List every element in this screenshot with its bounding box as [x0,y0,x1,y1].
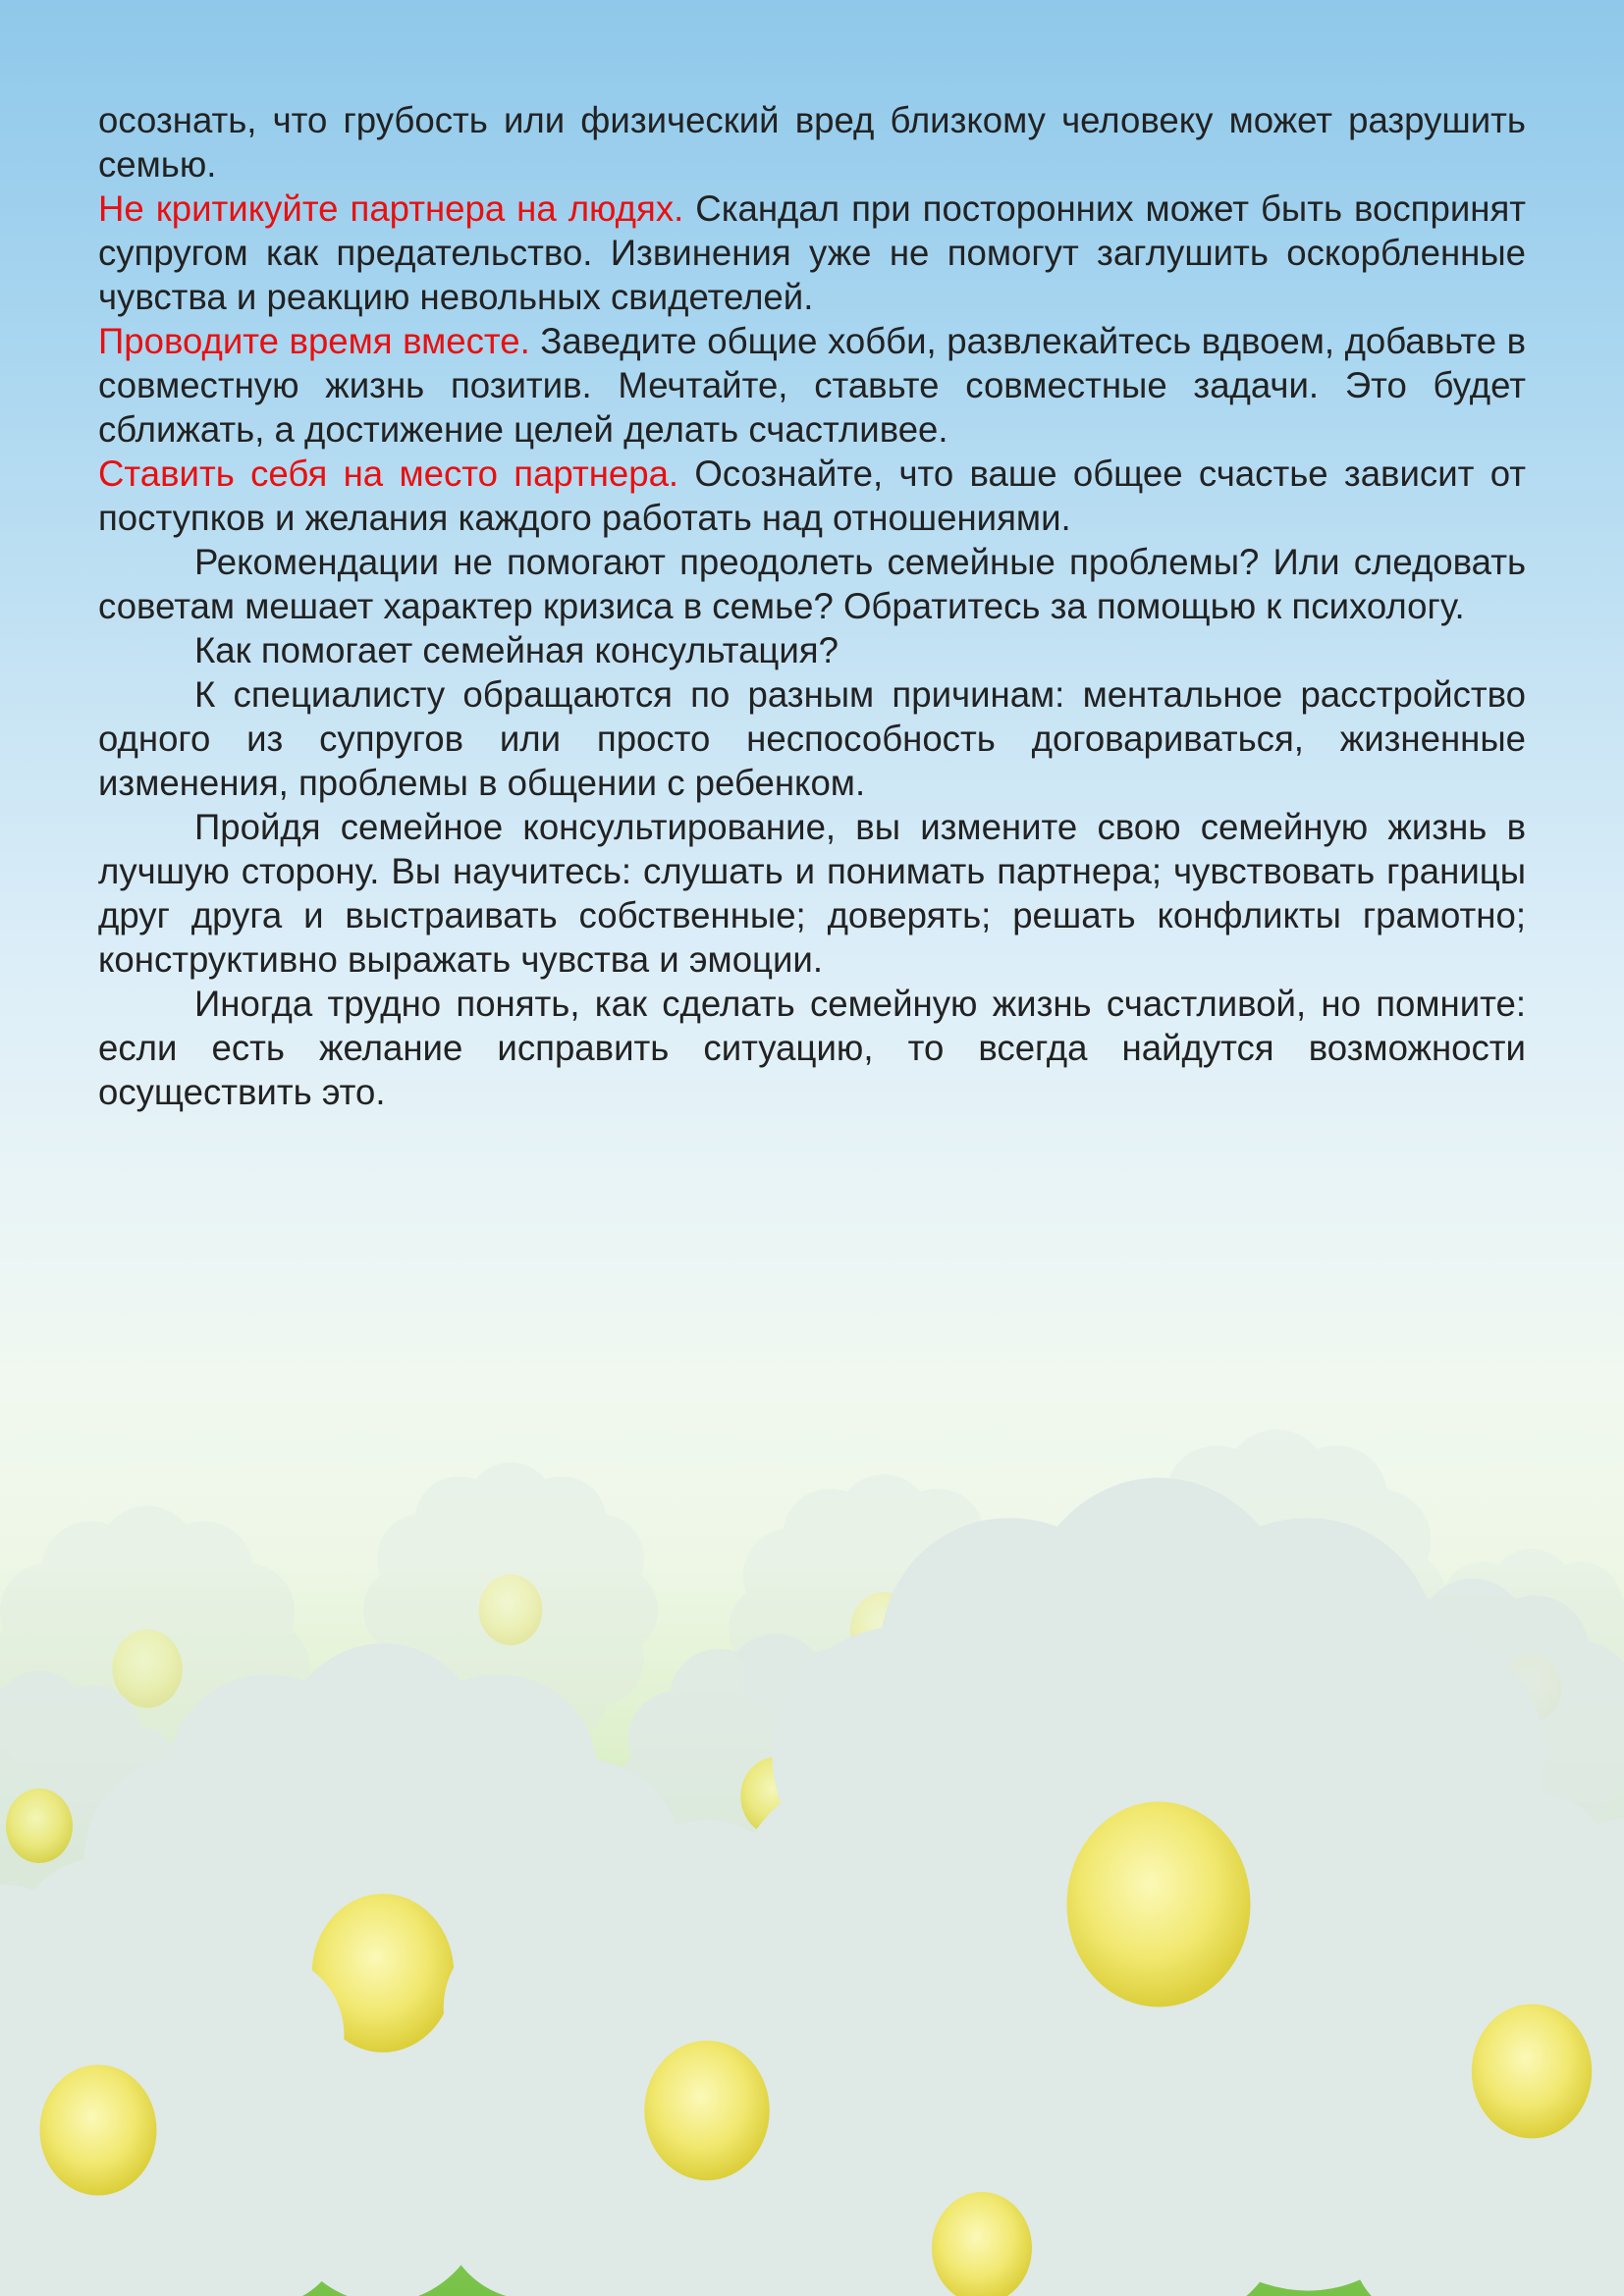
paragraph-2-text: Скандал при посторонних может быть воспринят супругом как предательство. Извинения уже не помогут заглушить оскорбленные чувства и реакцию невольных свидетелей. [98,188,1527,317]
paragraph-7 [98,672,1526,805]
paragraph-9-text: Иногда трудно понять, как сделать семейную жизнь счастливой, но помните: если есть желание исправить ситуацию, то всегда найдутся возможности осуществить это. [98,984,1526,1112]
highlight-heading: Ставить себя на место партнера. [98,454,679,494]
paragraph-5-text: Рекомендации не помогают преодолеть семейные проблемы? Или следовать советам мешает характер кризиса в семье? Обратитесь за помощью к психологу. [98,542,1526,626]
paragraph-1-text: осознать, что грубость или физический вред близкому человеку может разрушить семью. [98,100,1526,185]
paragraph-4-text: Осознайте, что ваше общее счастье зависит от поступков и желания каждого работать над отношениями. [98,454,1526,538]
highlight-heading: Проводите время вместе. [98,321,530,361]
paragraph-3-text: Заведите общие хобби, развлекайтесь вдвоем, добавьте в совместную жизнь позитив. Мечтайте, ставьте совместные задачи. Это будет сближать, а достижение целей делать счастливее. [98,321,1527,450]
paragraph-6-text: Как помогает семейная консультация? [194,630,839,670]
highlight-heading: Не критикуйте партнера на людях. [98,188,684,229]
paragraph-4 [98,452,1526,540]
paragraph-8 [98,805,1526,982]
paragraph-2 [98,187,1526,319]
paragraph-3 [98,319,1526,452]
paragraph-6 [98,628,1526,672]
paragraph-8-text: Пройдя семейное консультирование, вы измените свою семейную жизнь в лучшую сторону. Вы научитесь: слушать и понимать партнера; чувствовать границы друг друга и выстраивать собственные; доверять; решать конфликты грамотно; конструктивно выражать чувства и эмоции. [98,807,1526,980]
paragraph-1 [98,98,1526,187]
document-body [98,98,1526,1114]
paragraph-5 [98,540,1526,628]
paragraph-7-text: К специалисту обращаются по разным причинам: ментальное расстройство одного из супругов или просто неспособность договариваться, жизненные изменения, проблемы в общении с ребенком. [98,674,1526,803]
paragraph-9 [98,982,1526,1114]
